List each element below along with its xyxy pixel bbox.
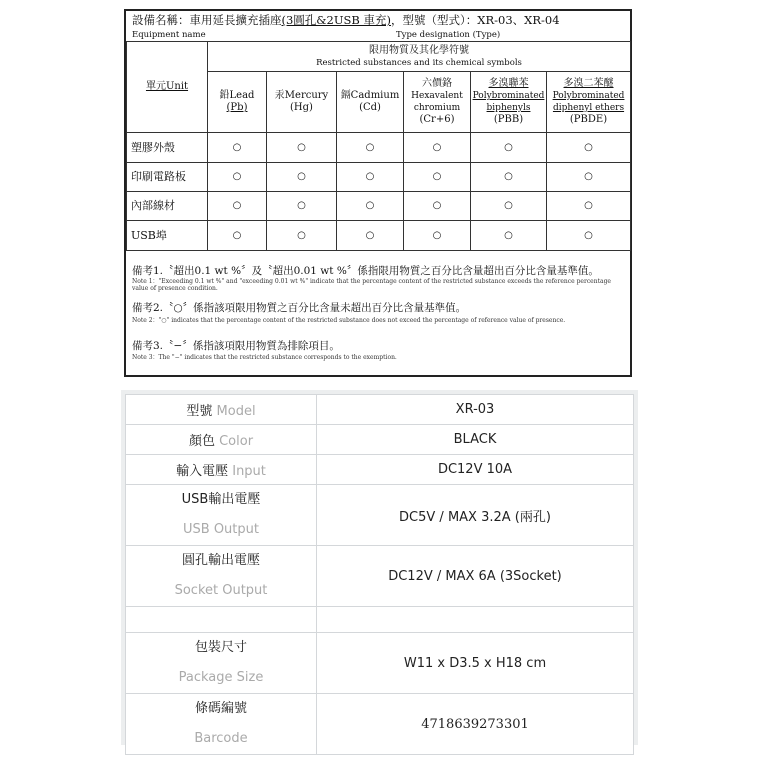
mark-cell: ○ [267, 163, 337, 192]
mark-cell: ○ [404, 221, 471, 251]
mark-cell: ○ [267, 221, 337, 251]
equipment-highlight: (3圓孔&2USB 車充) [281, 13, 392, 27]
unit-header: 單元Unit [127, 42, 208, 133]
spec-row-empty [126, 607, 634, 633]
mark-cell: ○ [337, 221, 404, 251]
restricted-header: 限用物質及其化學符號 Restricted substances and its chemical symbols [208, 42, 631, 72]
spec-value: DC12V / MAX 6A (3Socket) [317, 546, 634, 607]
mark-cell: ○ [208, 163, 267, 192]
mark-cell: ○ [404, 163, 471, 192]
spec-label: USB輸出電壓 USB Output [126, 485, 317, 546]
note-3-en: Note 3：The "−" indicates that the restricted substance corresponds to the exemption. [132, 354, 397, 361]
substance-lead: 鉛Lead (Pb) [208, 72, 267, 133]
mark-cell: ○ [404, 133, 471, 163]
mark-cell: ○ [267, 192, 337, 221]
mark-cell: ○ [337, 192, 404, 221]
spec-value: 4718639273301 [317, 694, 634, 755]
substance-mercury: 汞Mercury (Hg) [267, 72, 337, 133]
unit-name: 內部線材 [127, 192, 208, 221]
spec-value: DC12V 10A [317, 455, 634, 485]
mark-cell: ○ [547, 192, 631, 221]
spec-label: 圓孔輸出電壓 Socket Output [126, 546, 317, 607]
spec-row-input [126, 455, 634, 485]
note-2-zh: 備考2.〝○〞係指該項限用物質之百分比含量未超出百分比含量基準值。 [132, 302, 467, 314]
mark-cell: ○ [471, 133, 547, 163]
substance-pbde: 多溴二苯醚 Polybrominated diphenyl ethers (PBDE) [547, 72, 631, 133]
equipment-name-en: Equipment name [132, 30, 206, 40]
table-row [127, 163, 631, 192]
spec-row-socket-output [126, 546, 634, 607]
model-designation: ，型號（型式）：XR-03、XR-04 [391, 13, 560, 27]
mark-cell: ○ [337, 133, 404, 163]
spec-label [126, 607, 317, 633]
mark-cell: ○ [547, 221, 631, 251]
spec-row-package-size [126, 633, 634, 694]
spec-value: DC5V / MAX 3.2A (兩孔) [317, 485, 634, 546]
mark-cell: ○ [267, 133, 337, 163]
substance-pbb: 多溴聯苯 Polybrominated biphenyls (PBB) [471, 72, 547, 133]
spec-value: XR-03 [317, 395, 634, 425]
spec-row-color [126, 425, 634, 455]
spec-panel [121, 390, 638, 745]
note-3-zh: 備考3.〝−〞係指該項限用物質為排除項目。 [132, 340, 340, 352]
spec-row-barcode [126, 694, 634, 755]
spec-table [125, 394, 634, 755]
mark-cell: ○ [547, 133, 631, 163]
mark-cell: ○ [337, 163, 404, 192]
unit-name: 塑膠外殼 [127, 133, 208, 163]
mark-cell: ○ [471, 221, 547, 251]
mark-cell: ○ [208, 133, 267, 163]
spec-label: 條碼編號 Barcode [126, 694, 317, 755]
type-designation-en: Type designation (Type) [396, 30, 501, 40]
equipment-title-line [132, 14, 560, 26]
spec-row-usb-output [126, 485, 634, 546]
rohs-declaration [124, 9, 632, 377]
mark-cell: ○ [208, 221, 267, 251]
spec-row-model [126, 395, 634, 425]
spec-label: 包裝尺寸 Package Size [126, 633, 317, 694]
spec-label: 顏色 Color [126, 425, 317, 455]
mark-cell: ○ [547, 163, 631, 192]
note-1-en: Note 1："Exceeding 0.1 wt %" and "exceeding 0.01 wt %" indicate that the percentage content of the restricted substance exceeds the reference percentage value of presence condition. [132, 278, 611, 292]
spec-value: BLACK [317, 425, 634, 455]
mark-cell: ○ [471, 192, 547, 221]
spec-label: 型號 Model [126, 395, 317, 425]
substance-chromium: 六價鉻 Hexavalent chromium (Cr+6) [404, 72, 471, 133]
equipment-name-zh: 設備名稱：車用延長擴充插座 [132, 13, 282, 27]
note-1-zh: 備考1.〝超出0.1 wt %〞及〝超出0.01 wt %〞係指限用物質之百分比含量超出百分比含量基準值。 [132, 265, 599, 277]
unit-name: 印刷電路板 [127, 163, 208, 192]
table-row [127, 221, 631, 251]
table-row [127, 133, 631, 163]
rohs-header [132, 14, 626, 42]
mark-cell: ○ [208, 192, 267, 221]
spec-value [317, 607, 634, 633]
spec-label: 輸入電壓 Input [126, 455, 317, 485]
substance-cadmium: 鎘Cadmium (Cd) [337, 72, 404, 133]
table-row [127, 192, 631, 221]
mark-cell: ○ [471, 163, 547, 192]
restricted-substances-table [126, 41, 631, 251]
spec-value: W11 x D3.5 x H18 cm [317, 633, 634, 694]
note-2-en: Note 2："○" indicates that the percentage content of the restricted substance does not exceed the percentage of reference value of presence. [132, 317, 566, 324]
unit-name: USB埠 [127, 221, 208, 251]
mark-cell: ○ [404, 192, 471, 221]
